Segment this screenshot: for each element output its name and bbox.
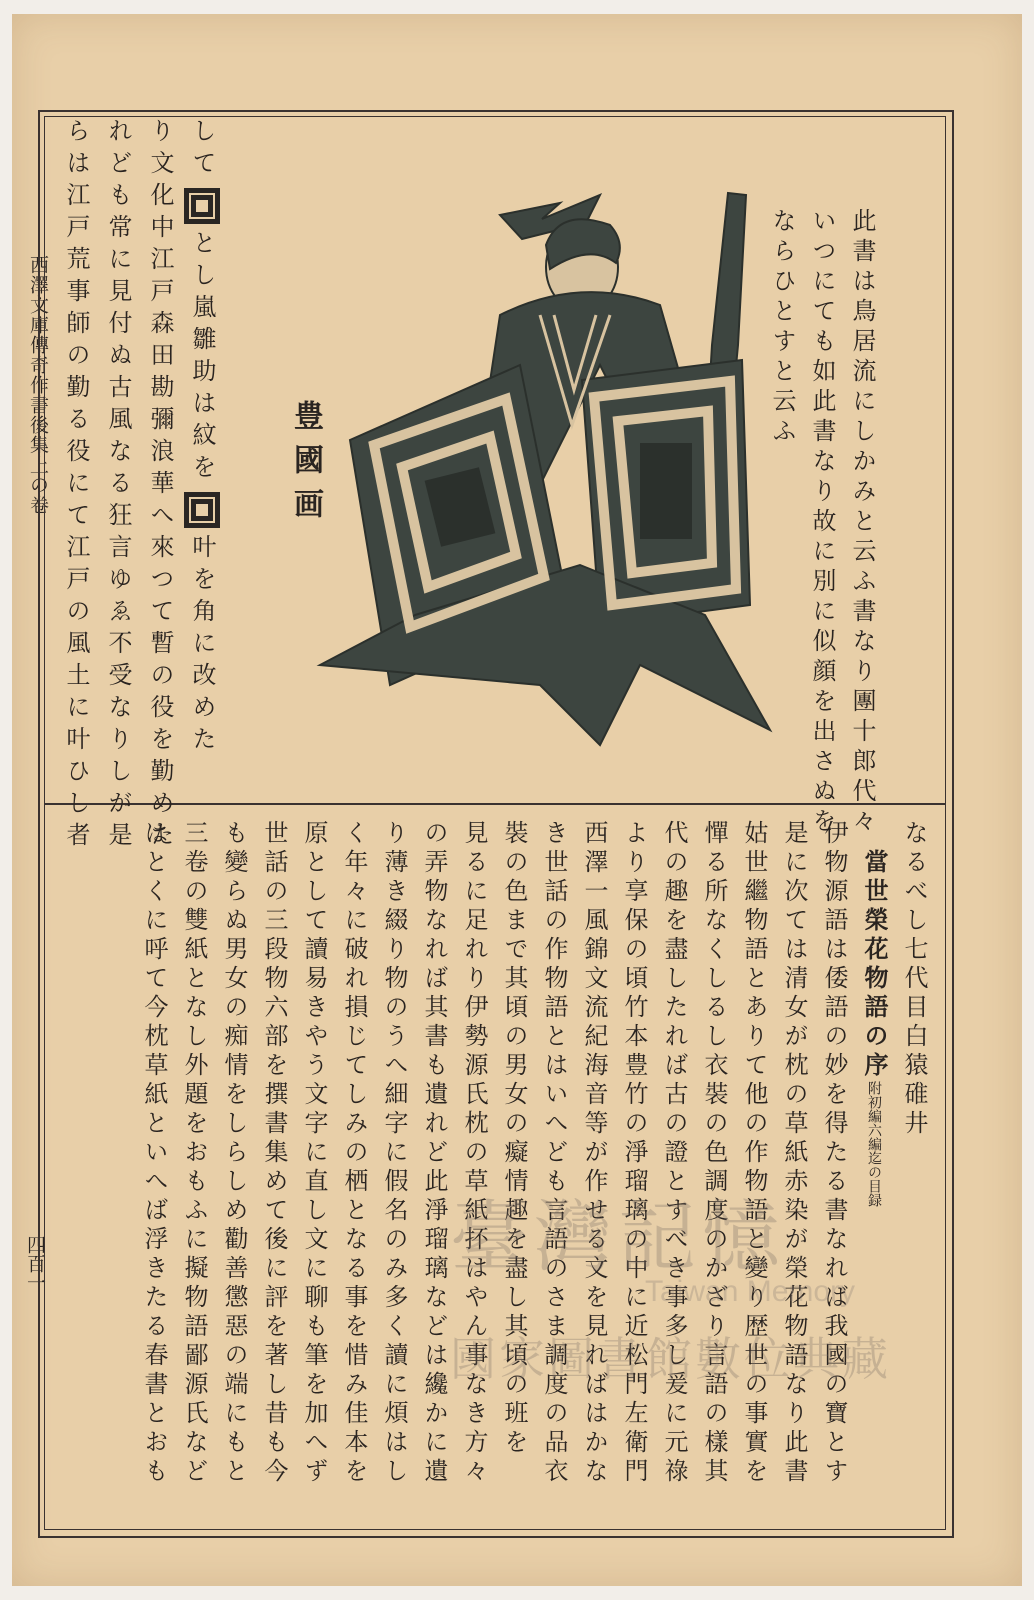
- artist-signature: 豊國画: [288, 400, 323, 532]
- watermark-subtitle: 國家圖書館數位典藏: [450, 1332, 891, 1386]
- text-line: 見るに足れり伊勢源氏枕の草紙抔はやん事なき方々: [460, 820, 488, 1487]
- watermark-english: Taiwan Memory: [645, 1275, 856, 1308]
- caption-line: いつにても如此書なり故に別に似顔を出さぬを: [808, 208, 836, 838]
- text-line: 伊物源語は倭語の妙を得たる書なれば我國の寶とす: [820, 820, 848, 1487]
- text-line: 代の趣を盡したれば古の證とすべき事多し爰に元祿: [660, 820, 688, 1487]
- text-line: らは江戸荒事師の勤る役にて江戸の風土に叶ひし者: [62, 118, 90, 854]
- text-line: 西澤一風錦文流紀海音等が作せる文を見ればはかな: [580, 820, 608, 1487]
- caption-line: 此書は鳥居流にしかみと云ふ書なり團十郎代々: [848, 208, 876, 838]
- crest-icon: [184, 492, 220, 528]
- text-line: 憚る所なくしるし衣裝の色調度のかざり言語の樣其: [700, 820, 728, 1487]
- text-line: 原として讀易きやう文字に直し文に聊も筆を加へず: [300, 820, 328, 1487]
- text-line: き世話の作物語とはいへども言語のさま調度の品衣: [540, 820, 568, 1487]
- text-line: り文化中江戸森田勘彌浪華へ來つて暫の役を勤めた: [146, 118, 174, 854]
- actor-woodblock-illustration: [310, 185, 780, 765]
- text-line: はとくに呼て今枕草紙といへば浮きたる春書とおも: [140, 820, 168, 1487]
- page-number: 四百一: [24, 1235, 46, 1292]
- text-line: く年々に破れ損じてしみの栖となる事を惜み佳本を: [340, 820, 368, 1487]
- text-line: 世話の三段物六部を撰書集めて後に評を著し昔も今: [260, 820, 288, 1487]
- crest-explanation-text: [55, 118, 223, 854]
- caption-line: ならひとすと云ふ: [768, 208, 796, 448]
- library-watermark: [450, 1175, 950, 1435]
- text-line: 是に次ては清女が枕の草紙赤染が榮花物語なり此書: [780, 820, 808, 1487]
- text-line: 三卷の雙紙となし外題をおもふに擬物語鄙源氏など: [180, 820, 208, 1487]
- intro-line: なるべし七代目白猿碓井: [900, 820, 928, 1139]
- crest-icon: [184, 188, 220, 224]
- text-segment: して: [188, 118, 216, 182]
- text-segment: 叶を角に改めた: [188, 534, 216, 758]
- text-line: [181, 118, 223, 798]
- text-segment: とし嵐雛助は紋を: [188, 230, 216, 486]
- text-line: 姑世繼物語とありて他の作物語と變り歴世の事實を: [740, 820, 768, 1487]
- text-line: の弄物なれば其書も遺れど此淨瑠璃などは纔かに遺: [420, 820, 448, 1487]
- illustration-caption: [762, 208, 882, 838]
- text-line: れども常に見付ぬ古風なる狂言ゆゑ不受なりしが是: [104, 118, 132, 854]
- section-title-note: 附初編六編迄の目録: [866, 1081, 882, 1207]
- text-line: り薄き綴り物のうへ細字に假名のみ多く讀に煩はし: [380, 820, 408, 1487]
- running-title: 西澤文庫傳奇作書後集上の卷: [27, 255, 49, 515]
- text-line: より享保の頃竹本豊竹の淨瑠璃の中に近松門左衛門: [620, 820, 648, 1487]
- text-line: 裝の色まで其頃の男女の癡情趣を盡し其頃の班を: [500, 820, 528, 1458]
- text-line: も變らぬ男女の痴情をしらしめ勸善懲惡の端にもと: [220, 820, 248, 1487]
- section-title: 當世榮花物語の序: [860, 849, 889, 1081]
- watermark-title: 臺灣記憶: [450, 1193, 787, 1283]
